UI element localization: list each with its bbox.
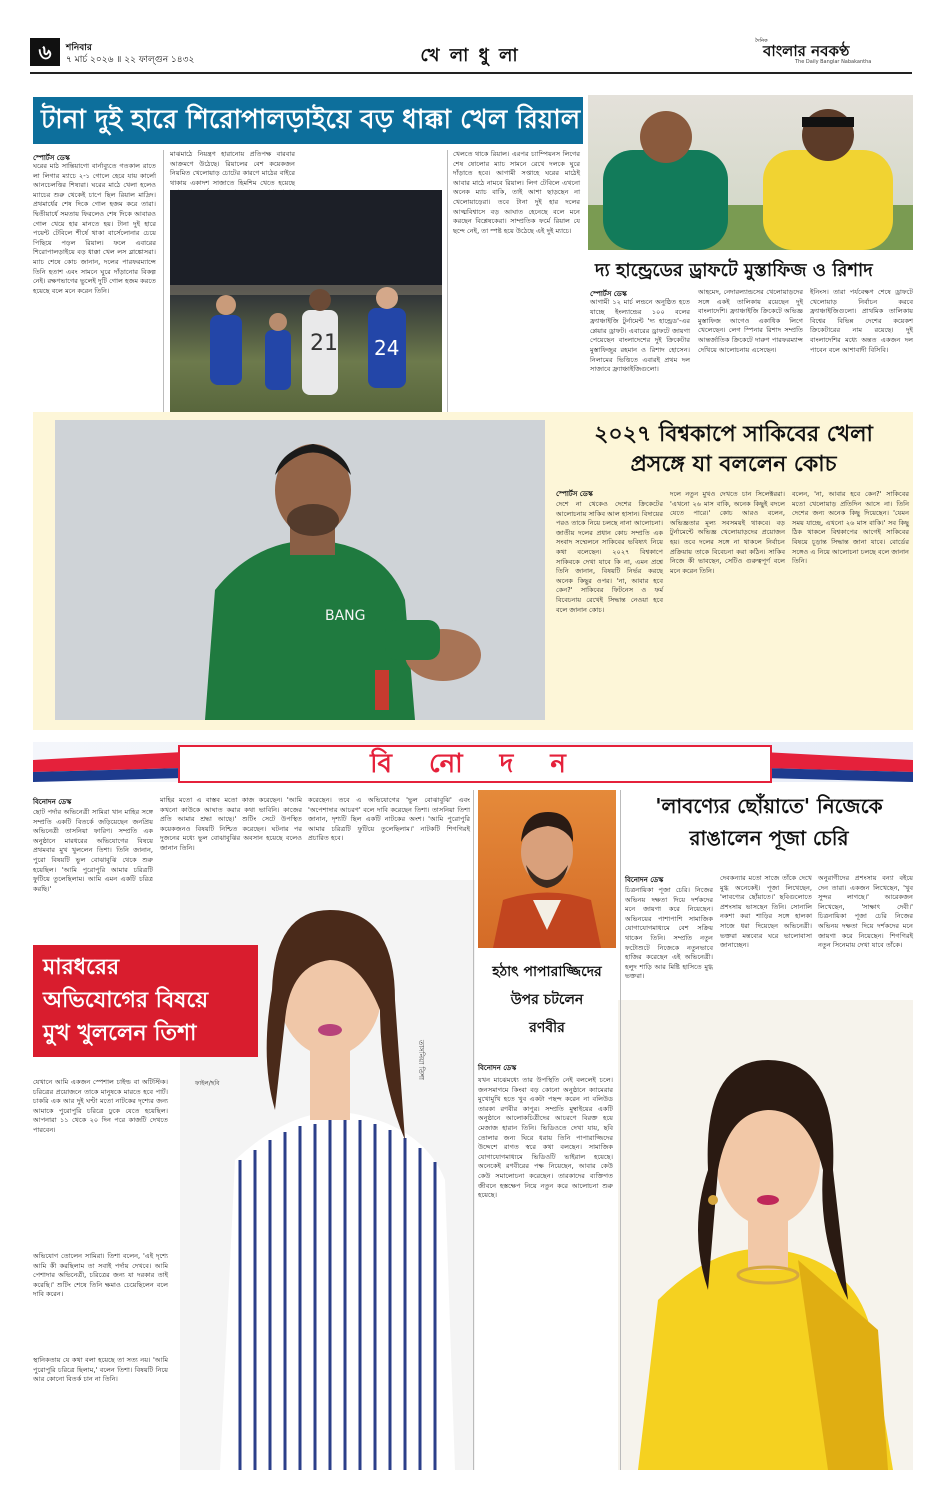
tisha-headline-line-3: মুখ খুললেন তিশা (43, 1021, 197, 1046)
tisha-headline-box (33, 945, 258, 1057)
tisha-col-bottom-2: অভিযোগ তোলেন সামিরা। তিশা বলেন, 'এই দৃশ্যে আমি কী করছিলাম তা সবাই পর্দায় দেখবে। আমি পেশাদার অভিনেত্রী, চরিত্রের জন্য যা দরকার তাই করেছি।' শুটিং শেষে তিনি ক্ষমাও চেয়েছিলেন বলে দাবি করেন। (33, 1252, 168, 1299)
tisha-col-2: মাহির মতো এ বাস্তব মতো কাজ করেছেন। 'আমি কখনো কাউকে আঘাত করার কথা ভাবিনি। কাজের প্রতি আমার শ্রদ্ধা আছে।' শুটিং সেটে উপস্থিত কয়েকজনও বিষয়টি নিশ্চিত করেছেন। ঘটনার পর দুজনের মধ্যে ভুল বোঝাবুঝির অবসান হয়েছে বলেও জানান তিনি। (160, 796, 302, 852)
real-photo-svg (170, 190, 442, 435)
shakib-headline-line-1: ২০২৭ বিশ্বকাপে সাকিবের খেলা (594, 422, 873, 447)
hundred-headline: দ্য হান্ড্রেডের ড্রাফটে মুস্তাফিজ ও রিশাদ (595, 260, 873, 281)
entertainment-title-box (178, 745, 772, 783)
tisha-col-bottom-1: যেখানে আমি একজন স্পেশাল চাইল্ড বা অটিস্টিক। চরিত্রের প্রয়োজনে তাকে মানুষকে মারতে হবে পার্ট। চাকরি এক আর দুই ঘণ্টা মতো নাটকের দৃশ্যের জন্য আমাকে পুরোপুরি চরিত্রে ঢুকে যেতে হয়েছিল। আপনারা ১১ থেকে ২০ দিন পরে কাজটি দেখতে পারবেন। (33, 1078, 168, 1134)
tisha-headline-line-2: অভিযোগের বিষয়ে (43, 988, 209, 1013)
tisha-col-3: করেছেন। তবে এ অভিযোগের 'ভুল বোঝাবুঝি' এবং 'অপেশাদার আচরণ' বলে দাবি করেছেন তিশা। তাসনিয়া তিশা জানান, দৃশ্যটি ছিল একটি নাটকের অংশ। 'আমি পুরোপুরি আমার চরিত্রটি ফুটিয়ে তুলেছিলাম।' নাটকটি শিগগিরই প্রচারিত হবে। (308, 796, 470, 843)
real-headline: টানা দুই হারে শিরোপালড়াইয়ে বড় ধাক্কা খেল রিয়াল (41, 105, 581, 135)
ranbir-headline-line-3: রণবীর (529, 1020, 565, 1036)
puja-col-2: দেবকন্যার মতো সাজে তাঁকে দেখে মুগ্ধ অনেকেই। পূজা লিখেছেন, 'লাবণ্যের ছোঁয়াতে।' ছবিগুলোতে প্রশংসায় ভাসছেন তিনি। সোনালি নকশা করা শাড়ির সঙ্গে হালকা সাজে ধরা দিয়েছেন অভিনেত্রী। ভক্তরা মন্তব্যের ঘরে ভালোবাসা জানাচ্ছেন। (720, 874, 812, 950)
tisha-photo-credit: ফাইল/ছবি (195, 1080, 220, 1087)
real-col-2: মাঝমাঠে নিয়ন্ত্রণ হারানোয় প্রতিপক্ষ বারবার আক্রমণে উঠেছে। রিয়ালের বেশ কয়েকজন নিয়মিত খেলোয়াড় চোটের কারণে মাঠের বাইরে থাকায় একাদশ সাজাতে হিমশিম খেতে হয়েছে (170, 150, 295, 187)
page-number: ৬ (30, 38, 60, 66)
hundred-col-3: ইনিংস। তারা পর্যবেক্ষণ শেষে ড্রাফটে খেলোয়াড় নির্বাচন করবে ফ্র্যাঞ্চাইজিগুলো। প্রাথমিক তালিকায় বিশ্বের বিভিন্ন দেশের কয়েকশ ক্রিকেটারের নাম রয়েছে। দুই বাংলাদেশির মধ্যে অন্তত একজন দল পাবেন বলে আশাবাদী বিসিবি। (810, 288, 913, 354)
tisha-col-bottom-3: স্থানিকতায় যে কথা বলা হয়েছে তা সত্য নয়। 'আমি পুরোপুরি চরিত্রে ছিলাম,' বলেন তিশা। বিষয়টি নিয়ে আর কোনো বিতর্ক চান না তিনি। (33, 1356, 168, 1384)
shakib-photo (55, 420, 545, 720)
tisha-photo-caption: তাসনিয়া তিশা (417, 1040, 425, 1080)
ranbir-headline-line-2: উপর চটলেন (510, 992, 584, 1008)
header-day: শনিবার (66, 43, 92, 53)
section-title: খে লা ধু লা (420, 45, 520, 66)
svg-text:24: 24 (374, 336, 400, 360)
puja-photo (618, 1000, 913, 1470)
players-photo (588, 95, 913, 250)
real-col-3: খেলতে থাকে রিয়াল। এরপর চ্যাম্পিয়নস লিগের শেষ ষোলোর ম্যাচ সামনে রেখে দলকে ঘুরে দাঁড়াতে হবে। আগামী সপ্তাহে ঘরের মাঠেই আবার মাঠে নামবে রিয়াল। লিগ টেবিলে এখনো অনেক ম্যাচ বাকি, তাই আশা ছাড়ছেন না খেলোয়াড়েরা। তবে টানা দুই হার দলের আত্মবিশ্বাসে বড় আঘাত হেনেছে বলে মনে করছেন বিশ্লেষকেরা। সাম্প্রতিক ফর্মে রিয়াল যে ছন্দে নেই, তা স্পষ্ট হয়ে উঠেছে এই দুই ম্যাচে। (453, 150, 580, 235)
newspaper-logo (755, 38, 910, 68)
hundred-col-1: আগামী ১২ মার্চ লন্ডনে অনুষ্ঠিত হতে যাচ্ছে ইংল্যান্ডের ১০০ বলের ফ্র্যাঞ্চাইজি টুর্নামেন্ট 'দ্য হান্ড্রেড'-এর প্লেয়ার ড্রাফট। এবারের ড্রাফটে জায়গা পেয়েছেন বাংলাদেশের দুই ক্রিকেটার মুস্তাফিজুর রহমান ও রিশাদ হোসেন। নিলামের ভিত্তিতে এবারই প্রথম দল সাজাবে ফ্র্যাঞ্চাইজিগুলো। (590, 298, 690, 374)
logo-tagline: The Daily Banglar Nabakantha (795, 59, 872, 65)
shakib-photo-svg (55, 420, 545, 720)
ranbir-col-1: যখন মাঝেমধ্যে তার উপস্থিতি নেই বললেই চলে। জনসমাগমে কিংবা বড় কোনো অনুষ্ঠানে ক্যামেরার মুখোমুখি হতে খুব একটা পছন্দ করেন না বলিউড তারকা রণবীর কাপুর। সম্প্রতি মুম্বাইয়ের একটি অনুষ্ঠানে আলোকচিত্রীদের আচরণে বিরক্ত হয়ে মেজাজ হারান তিনি। ভিডিওতে দেখা যায়, ছবি তোলার জন্য ঘিরে ধরায় তিনি পাপারাজ্জিদের উদ্দেশে রাগত স্বরে কথা বলছেন। সামাজিক যোগাযোগমাধ্যমে ভিডিওটি ভাইরাল হয়েছে। অনেকেই রণবীরের পক্ষ নিয়েছেন, আবার কেউ কেউ সমালোচনা করেছেন। তারকাদের ব্যক্তিগত জীবনে হস্তক্ষেপ নিয়ে নতুন করে আলোচনা শুরু হয়েছে। (478, 1076, 613, 1200)
page-header (30, 38, 910, 70)
shakib-desk: স্পোর্টস ডেস্ক (556, 490, 593, 498)
puja-headline-line-2: রাঙালেন পূজা চেরি (689, 826, 849, 850)
real-headline-banner (33, 97, 583, 144)
puja-headline-line-1: 'লাবণ্যের ছোঁয়াতে' নিজেকে (655, 794, 883, 818)
tisha-col-1: ছোট পর্দার অভিনেত্রী সামিরা খান মাহির সঙ্গে সম্প্রতি একটি বিতর্কে জড়িয়েছেন জনপ্রিয় অভিনেত্রী তাসনিয়া ফারিণ। সম্প্রতি এক অনুষ্ঠানে মারধরের অভিযোগের বিষয়ে প্রথমবার মুখ খুললেন তিশা। তিনি জানান, পুরো বিষয়টি ভুল বোঝাবুঝি থেকে শুরু হয়েছিল। 'আমি পুরোপুরি আমার চরিত্রটি ফুটিয়ে তুলেছিলাম। আমি এমন একটি চরিত্র করছি।' (33, 808, 153, 893)
hundred-col-2: আহমেদ, নেদারল্যান্ডসের খেলোয়াড়দের সঙ্গে একই তালিকায় রয়েছেন দুই বাংলাদেশি। ফ্র্যাঞ্চাইজি ক্রিকেটে অভিজ্ঞ মুস্তাফিজ আগেও একাধিক লিগে খেলেছেন। লেগ স্পিনার রিশাদ সম্প্রতি আন্তর্জাতিক ক্রিকেটে দারুণ পারফরম্যান্স দেখিয়ে আলোচনায় এসেছেন। (698, 288, 803, 354)
ranbir-photo-svg (478, 790, 616, 948)
entertainment-title: বি নো দ ন (370, 749, 580, 779)
puja-headline (625, 790, 913, 854)
svg-text:21: 21 (310, 331, 338, 356)
shakib-col-1: দেশে না থেকেও দেশের ক্রিকেটের আলোচনায় সাকিব আল হাসান। বিদায়ের পরও তাকে নিয়ে চলছে নানা আলোচনা। জাতীয় দলের প্রধান কোচ সম্প্রতি এক সংবাদ সম্মেলনে সাকিবের ভবিষ্যৎ নিয়ে কথা বলেছেন। ২০২৭ বিশ্বকাপে সাকিবকে দেখা যাবে কি না, এমন প্রশ্নে তিনি জানান, বিষয়টি নির্ভর করছে অনেক কিছুর ওপর। 'না, আবার হবে কেন?' সাকিবের ফিটনেস ও ফর্ম বিবেচনায় রেখেই সিদ্ধান্ত নেওয়া হবে বলে জানান কোচ। (556, 500, 663, 614)
hundred-desk: স্পোর্টস ডেস্ক (590, 290, 627, 298)
puja-col-1: চিত্রনায়িকা পূজা চেরি। নিজের অভিনয় দক্ষতা দিয়ে দর্শকদের মনে জায়গা করে নিয়েছেন। অভিনয়ের পাশাপাশি সামাজিক যোগাযোগমাধ্যমে বেশ সক্রিয় থাকেন তিনি। সম্প্রতি নতুন ফটোশুটে নিজেকে নতুনভাবে হাজির করেছেন এই অভিনেত্রী। হলুদ শাড়ি আর মিষ্টি হাসিতে মুগ্ধ ভক্তরা। (625, 886, 713, 981)
header-date: ৭ মার্চ ২০২৬ ॥ ২২ ফাল্গুন ১৪৩২ (66, 55, 195, 65)
ranbir-photo (478, 790, 616, 948)
col-sep (620, 790, 621, 1470)
puja-desk: বিনোদন ডেস্ক (625, 876, 664, 884)
players-photo-svg (588, 95, 913, 250)
real-match-photo (170, 190, 442, 435)
shakib-headline (556, 420, 911, 480)
puja-col-3: অনুরাগীদের প্রশংসায় বন্যা বইয়ে দেন তারা। একজন লিখেছেন, 'খুব সুন্দর লাগছে।' আরেকজন লিখেছেন, 'সাক্ষাৎ দেবী।' চিত্রনায়িকা পূজা চেরি নিজের অভিনয় দক্ষতা দিয়ে দর্শকদের মনে জায়গা করে নিয়েছেন। শিগগিরই নতুন সিনেমায় দেখা যাবে তাঁকে। (818, 874, 913, 950)
logo-text: বাংলার নবকণ্ঠ (763, 42, 850, 60)
header-rule (30, 72, 912, 74)
col-sep (473, 790, 474, 1470)
real-desk: স্পোর্টস ডেস্ক (33, 154, 70, 162)
puja-photo-svg (618, 1000, 913, 1470)
ranbir-desk: বিনোদন ডেস্ক (478, 1064, 517, 1072)
ranbir-headline-line-1: হঠাৎ পাপারাজ্জিদের (492, 964, 602, 980)
ranbir-headline (478, 958, 616, 1042)
tisha-headline-line-1: মারধরের (43, 955, 120, 980)
tisha-desk: বিনোদন ডেস্ক (33, 798, 72, 806)
shakib-col-2: দলে নতুন মুখও দেখতে চান সিলেক্টররা। 'এখনো ২৬ মাস বাকি, অনেক কিছুই বদলে যেতে পারে।' কোচ আরও বলেন, অভিজ্ঞতার মূল্য সবসময়ই থাকবে। বড় টুর্নামেন্টে অভিজ্ঞ খেলোয়াড়দের প্রয়োজন হয়। তবে দলের সঙ্গে না থাকলে নির্বাচন প্রক্রিয়ায় তাকে বিবেচনা করা কঠিন। সাকিব নিজে কী ভাবছেন, সেটিও গুরুত্বপূর্ণ বলে মনে করেন তিনি। (670, 490, 785, 575)
shakib-headline-line-2: প্রসঙ্গে যা বললেন কোচ (630, 452, 837, 477)
svg-text:BANG: BANG (325, 608, 366, 624)
entertainment-banner (33, 742, 913, 782)
real-col-1: ঘরের মাঠ সান্তিয়াগো বার্নাব্যুতে গতকাল রাতে লা লিগার ম্যাচে ২-১ গোলে হেরে যায় কার্লো আনচেলত্তির শিষ্যরা। ঘরের মাঠে খেলা হলেও ম্যাচের শুরু থেকেই চাপে ছিল রিয়াল মাদ্রিদ। প্রথমার্ধের শেষ দিকে গোল হজম করে তারা। দ্বিতীয়ার্ধে সমতায় ফিরলেও শেষ দিকে আবারও গোল খেয়ে হার মানতে হয়। টানা দুই হারে পয়েন্ট টেবিলে শীর্ষে থাকা বার্সেলোনার চেয়ে পিছিয়ে পড়ল রিয়াল। ফলে এবারের শিরোপালড়াইয়ে বড় ধাক্কা খেল লস ব্লাঙ্কোসরা। ম্যাচ শেষে কোচ জানান, দলের পারফরম্যান্সে তিনি হতাশ এবং সামনে ঘুরে দাঁড়ানোর বিকল্প নেই। রক্ষণভাগের ভুলেই দুটি গোল হজম করতে হয়েছে বলে মনে করেন তিনি। (33, 162, 156, 295)
logo-small: দৈনিক (755, 38, 768, 44)
shakib-col-3: বলেন, 'না, আবার হবে কেন?' সাকিবের মতো খেলোয়াড় প্রতিদিন আসে না। তিনি দেশের জন্য অনেক কিছু দিয়েছেন। 'যেমন সময় যাচ্ছে, এখনো ২৬ মাস বাকি।' সব কিছু ঠিক থাকলে বিশ্বকাপের আগেই সাকিবের বিষয়ে চূড়ান্ত সিদ্ধান্ত জানা যাবে। বোর্ডের সঙ্গেও এ নিয়ে আলোচনা চলছে বলে জানান তিনি। (792, 490, 909, 566)
